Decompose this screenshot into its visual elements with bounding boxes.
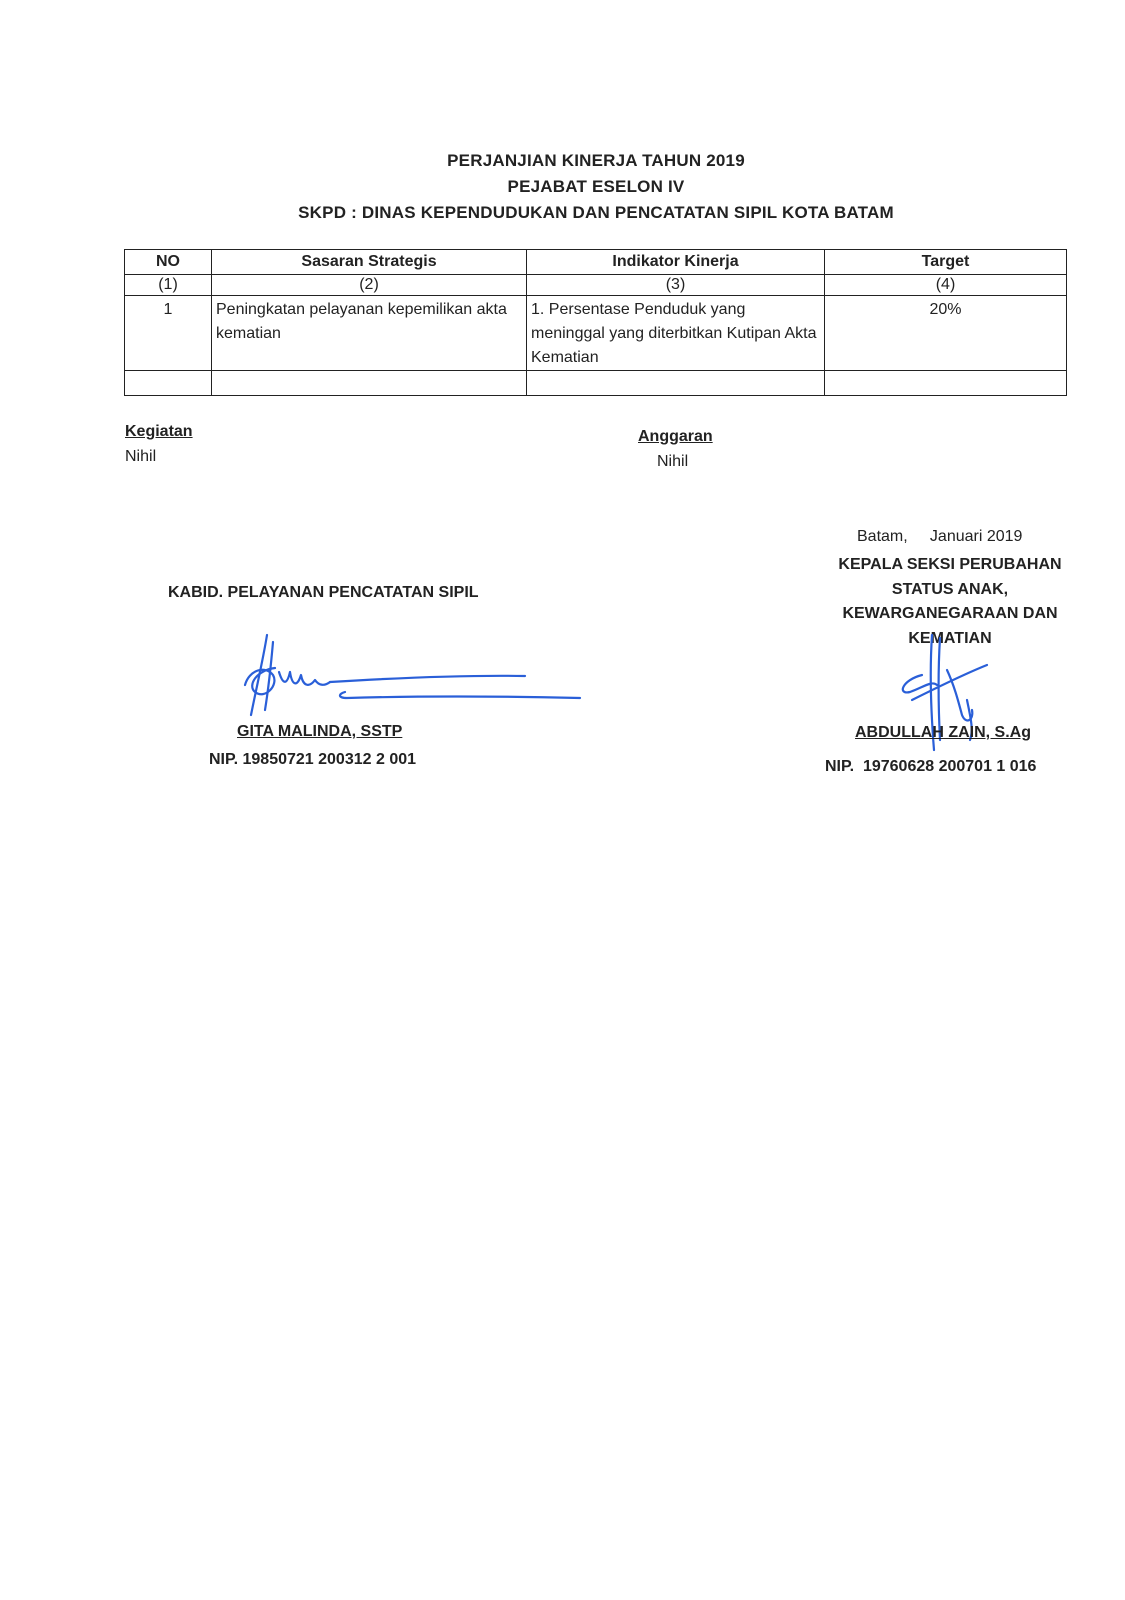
header-no: NO xyxy=(125,250,212,275)
doc-subtitle: PEJABAT ESELON IV xyxy=(507,177,685,196)
doc-title: PERJANJIAN KINERJA TAHUN 2019 xyxy=(447,151,745,170)
anggaran-value: Nihil xyxy=(657,453,689,470)
left-signature xyxy=(235,630,590,725)
cell-no: 1 xyxy=(125,296,212,371)
header-target: Target xyxy=(825,250,1067,275)
doc-agency: SKPD : DINAS KEPENDUDUKAN DAN PENCATATAN SIPIL KOTA BATAM xyxy=(298,203,894,222)
col-number: (2) xyxy=(212,275,527,296)
header-sasaran: Sasaran Strategis xyxy=(212,250,527,275)
col-number: (3) xyxy=(527,275,825,296)
empty-cell xyxy=(825,371,1067,396)
cell-indikator: 1. Persentase Penduduk yang meninggal yang diterbitkan Kutipan Akta Kematian xyxy=(527,296,825,371)
kegiatan-label: Kegiatan xyxy=(125,423,193,440)
col-number: (1) xyxy=(125,275,212,296)
position-line: KEWARGANEGARAAN DAN xyxy=(842,605,1058,622)
col-number: (4) xyxy=(825,275,1067,296)
performance-table xyxy=(124,249,1067,396)
table-column-number-row xyxy=(125,275,1067,296)
empty-cell xyxy=(125,371,212,396)
place-date: Batam, Januari 2019 xyxy=(857,528,1023,545)
table-row xyxy=(125,296,1067,371)
position-line: STATUS ANAK, xyxy=(891,580,1009,598)
kegiatan-value: Nihil xyxy=(125,448,157,465)
anggaran-label: Anggaran xyxy=(638,428,713,445)
cell-sasaran: Peningkatan pelayanan kepemilikan akta kematian xyxy=(212,296,527,371)
table-header-row xyxy=(125,250,1067,275)
position-line: KEPALA SEKSI PERUBAHAN xyxy=(838,556,1062,573)
cell-target: 20% xyxy=(825,296,1067,371)
right-signatory-name: ABDULLAH ZAIN, S.Ag xyxy=(855,724,1031,741)
empty-cell xyxy=(212,371,527,396)
table-empty-row xyxy=(125,371,1067,396)
left-signatory-position: KABID. PELAYANAN PENCATATAN SIPIL xyxy=(168,584,479,601)
left-signatory-nip: NIP. 19850721 200312 2 001 xyxy=(209,751,417,768)
header-indikator: Indikator Kinerja xyxy=(527,250,825,275)
left-signatory-name: GITA MALINDA, SSTP xyxy=(237,723,403,740)
position-line: KEMATIAN xyxy=(908,629,992,647)
right-signatory-nip: NIP. 19760628 200701 1 016 xyxy=(825,758,1037,775)
empty-cell xyxy=(527,371,825,396)
